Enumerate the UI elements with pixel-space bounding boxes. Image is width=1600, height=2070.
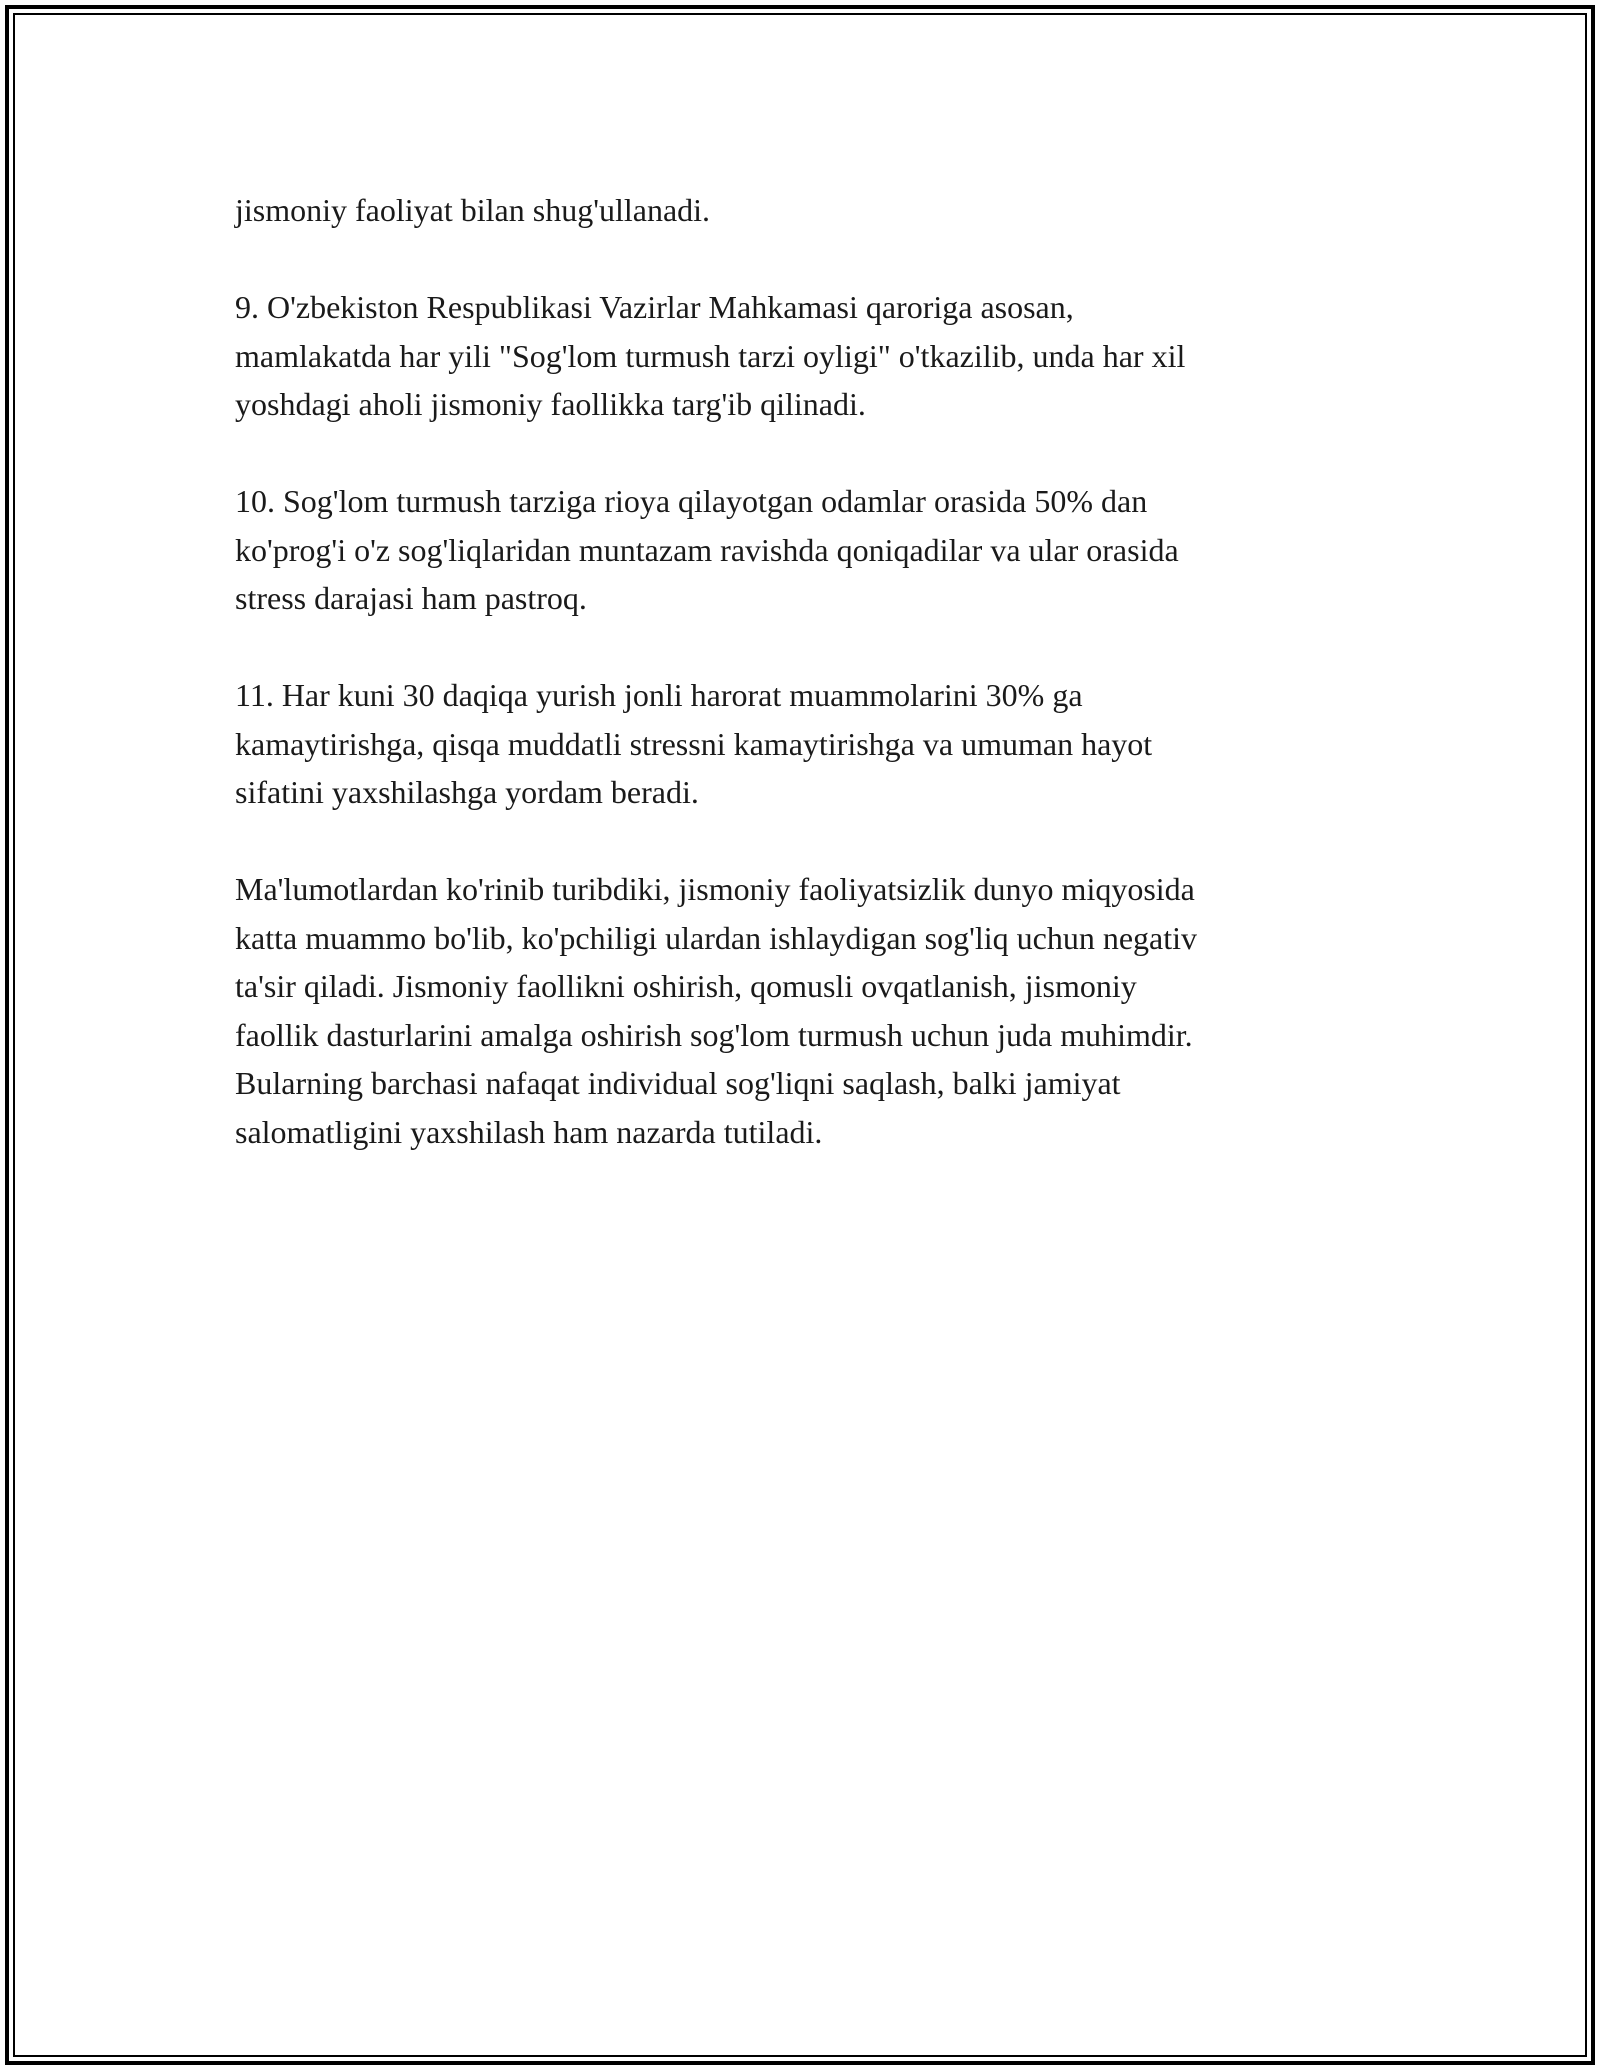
paragraph-continuation: [235, 186, 1355, 235]
text-line: katta muammo bo'lib, ko'pchiligi ulardan ishlaydigan sog'liq uchun negativ: [235, 919, 1198, 956]
paragraph-item-9: [235, 283, 1355, 429]
document-body: [235, 186, 1355, 1156]
text-line: kamaytirishga, qisqa muddatli stressni kamaytirishga va umuman hayot: [235, 725, 1153, 762]
text-line: yoshdagi aholi jismoniy faollikka targ'ib qilinadi.: [235, 386, 866, 422]
text-line: ko'prog'i o'z sog'liqlaridan muntazam ravishda qoniqadilar va ular orasida: [235, 531, 1179, 568]
text-line: 10. Sog'lom turmush tarziga rioya qilayotgan odamlar orasida 50% dan: [235, 483, 1148, 519]
text-line: stress darajasi ham pastroq.: [235, 580, 587, 616]
paragraph-item-11: [235, 671, 1355, 817]
text-line: Bularning barchasi nafaqat individual sog'liqni saqlash, balki jamiyat: [235, 1065, 1121, 1101]
text-line: mamlakatda har yili "Sog'lom turmush tarzi oyligi" o'tkazilib, unda har xil: [235, 337, 1186, 374]
text-line: salomatligini yaxshilash ham nazarda tutiladi.: [235, 1113, 823, 1150]
paragraph-conclusion: [235, 865, 1355, 1156]
text-line: jismoniy faoliyat bilan shug'ullanadi.: [235, 192, 711, 228]
text-line: sifatini yaxshilashga yordam beradi.: [235, 774, 699, 810]
text-line: faollik dasturlarini amalga oshirish sog'lom turmush uchun juda muhimdir.: [235, 1016, 1193, 1053]
text-line: 9. O'zbekiston Respublikasi Vazirlar Mahkamasi qaroriga asosan,: [235, 289, 1074, 325]
text-line: ta'sir qiladi. Jismoniy faollikni oshirish, qomusli ovqatlanish, jismoniy: [235, 968, 1137, 1004]
text-line: 11. Har kuni 30 daqiqa yurish jonli harorat muammolarini 30% ga: [235, 677, 1083, 713]
text-line: Ma'lumotlardan ko'rinib turibdiki, jismoniy faoliyatsizlik dunyo miqyosida: [235, 871, 1195, 907]
paragraph-item-10: [235, 477, 1355, 623]
